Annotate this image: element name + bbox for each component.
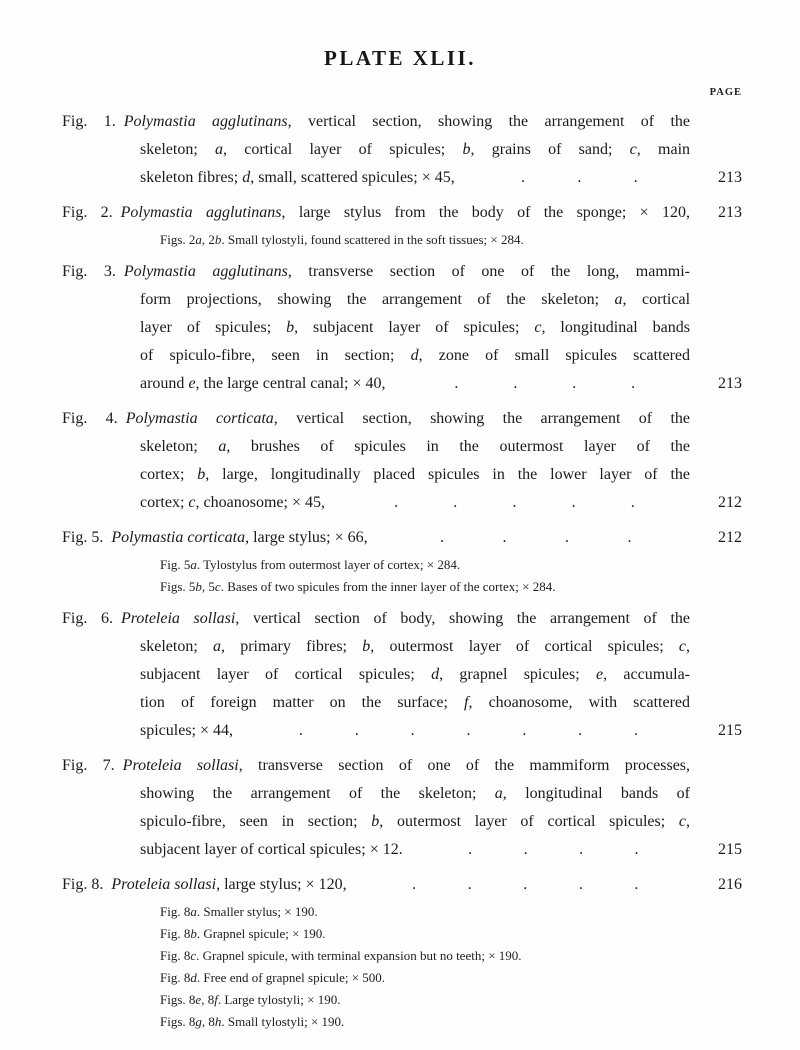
figure-text-line bbox=[62, 633, 690, 661]
dot-leader bbox=[455, 164, 690, 192]
page-column-header: PAGE bbox=[709, 87, 742, 98]
figure-paragraph bbox=[62, 405, 742, 517]
caption-text: , transverse section of one of the mammiform processes, bbox=[238, 757, 691, 774]
caption-text: , accumula- bbox=[603, 666, 691, 683]
caption-text: , main bbox=[636, 141, 691, 158]
caption-text: layer of spicules; bbox=[140, 319, 287, 336]
caption-text: , large stylus from the body of the sponge; × 120, bbox=[281, 204, 690, 221]
caption-text: Figs. 8 bbox=[160, 992, 196, 1007]
species-or-letter-italic: b bbox=[195, 579, 202, 594]
leader-dot: . bbox=[466, 722, 471, 739]
figure-entry bbox=[62, 524, 742, 598]
species-or-letter-italic: c bbox=[190, 948, 197, 963]
species-or-letter-italic: c bbox=[678, 813, 687, 830]
species-or-letter-italic: d bbox=[190, 970, 197, 985]
species-or-letter-italic: h bbox=[214, 1014, 222, 1029]
caption-text: , grains of sand; bbox=[470, 141, 630, 158]
caption-text: , 8 bbox=[201, 992, 215, 1007]
species-or-letter-italic: a bbox=[190, 904, 197, 919]
figure-text-line bbox=[62, 108, 690, 136]
dot-leader bbox=[403, 836, 690, 864]
leader-dot: . bbox=[578, 722, 583, 739]
caption-text: , 2 bbox=[201, 232, 215, 247]
caption-text: Figs. 5 bbox=[160, 579, 196, 594]
subfigure-list bbox=[62, 229, 742, 251]
species-or-letter-italic: Polymastia agglutinans bbox=[120, 204, 282, 221]
species-or-letter-italic: d bbox=[410, 347, 419, 364]
species-or-letter-italic: g bbox=[195, 1014, 202, 1029]
subfigure-line bbox=[160, 989, 742, 1011]
caption-text: . Grapnel spicule; × 190. bbox=[196, 926, 326, 941]
caption-text: , outermost layer of cortical spicules; bbox=[370, 638, 679, 655]
leader-dot: . bbox=[522, 722, 527, 739]
figure-label: Fig. 8. bbox=[62, 876, 104, 893]
subfigure-list bbox=[62, 901, 742, 1033]
species-or-letter-italic: Proteleia sollasi bbox=[111, 876, 217, 893]
leader-dot: . bbox=[440, 529, 445, 546]
figure-text-line bbox=[62, 405, 690, 433]
caption-text: showing the arrangement of the skeleton; bbox=[140, 785, 495, 802]
figure-entry bbox=[62, 605, 742, 745]
subfigure-line bbox=[160, 229, 742, 251]
leader-dot: . bbox=[578, 876, 583, 893]
figure-entry bbox=[62, 405, 742, 517]
leader-dot: . bbox=[453, 494, 458, 511]
species-or-letter-italic: d bbox=[242, 169, 251, 186]
caption-text: Figs. 8 bbox=[160, 1014, 196, 1029]
caption-text: spiculo-fibre, seen in section; bbox=[140, 813, 372, 830]
caption-text: Fig. 8 bbox=[160, 948, 191, 963]
figure-paragraph bbox=[62, 752, 742, 864]
leader-dot: . bbox=[512, 494, 517, 511]
species-or-letter-italic: e bbox=[195, 992, 202, 1007]
species-or-letter-italic: a bbox=[614, 291, 623, 308]
caption-text: around bbox=[140, 375, 189, 392]
figure-text-line bbox=[62, 524, 690, 552]
figure-entry bbox=[62, 871, 742, 1033]
species-or-letter-italic: b bbox=[462, 141, 471, 158]
caption-text: , zone of small spicules scattered bbox=[418, 347, 690, 364]
figure-entry bbox=[62, 108, 742, 192]
caption-text: , small, scattered spicules; × 45, bbox=[250, 169, 455, 186]
leader-dot: . bbox=[627, 529, 632, 546]
figure-text-line bbox=[62, 164, 690, 192]
figure-text-line bbox=[62, 489, 690, 517]
caption-text: , vertical section, showing the arrangement of the bbox=[287, 113, 691, 130]
figure-label: Fig. 3. bbox=[62, 263, 116, 280]
species-or-letter-italic: a bbox=[218, 438, 227, 455]
caption-text: , cortical layer of spicules; bbox=[223, 141, 463, 158]
dot-leader bbox=[233, 717, 690, 745]
caption-text: , large stylus; × 120, bbox=[216, 876, 347, 893]
dot-leader bbox=[325, 489, 690, 517]
caption-text: , outermost layer of cortical spicules; bbox=[379, 813, 679, 830]
species-or-letter-italic: e bbox=[188, 375, 196, 392]
species-or-letter-italic: Polymastia corticata bbox=[125, 410, 274, 427]
leader-dot: . bbox=[634, 876, 639, 893]
subfigure-list bbox=[62, 554, 742, 598]
species-or-letter-italic: c bbox=[534, 319, 542, 336]
figure-paragraph bbox=[62, 524, 742, 552]
caption-text: , grapnel spicules; bbox=[439, 666, 596, 683]
subfigure-line bbox=[160, 967, 742, 989]
caption-text: . Bases of two spicules from the inner layer of the cortex; × 284. bbox=[220, 579, 556, 594]
figure-paragraph bbox=[62, 258, 742, 398]
species-or-letter-italic: Proteleia sollasi bbox=[120, 610, 236, 627]
caption-text: of spiculo-fibre, seen in section; bbox=[140, 347, 411, 364]
leader-dot: . bbox=[571, 494, 576, 511]
figure-entry bbox=[62, 752, 742, 864]
leader-dot: . bbox=[410, 722, 415, 739]
figure-text-line bbox=[62, 780, 690, 808]
caption-text: , large, longitudinally placed spicules in the lower layer of the bbox=[205, 466, 691, 483]
leader-dot: . bbox=[577, 169, 582, 186]
subfigure-line bbox=[160, 554, 742, 576]
figure-paragraph bbox=[62, 605, 742, 745]
species-or-letter-italic: b bbox=[197, 466, 206, 483]
figure-text-line bbox=[62, 433, 690, 461]
caption-text: , 8 bbox=[201, 1014, 215, 1029]
dot-leader bbox=[386, 370, 690, 398]
species-or-letter-italic: b bbox=[190, 926, 197, 941]
leader-dot: . bbox=[565, 529, 570, 546]
figure-text-line bbox=[62, 836, 690, 864]
caption-text: , longitudinal bands bbox=[541, 319, 690, 336]
species-or-letter-italic: a bbox=[494, 785, 503, 802]
caption-text: , transverse section of one of the long, mammi- bbox=[287, 263, 691, 280]
species-or-letter-italic: b bbox=[371, 813, 380, 830]
species-or-letter-italic: c bbox=[629, 141, 637, 158]
caption-text: , cortical bbox=[622, 291, 691, 308]
caption-text: , bbox=[686, 638, 690, 655]
caption-text: Fig. 8 bbox=[160, 926, 191, 941]
leader-dot: . bbox=[298, 722, 303, 739]
figure-paragraph bbox=[62, 199, 742, 227]
dot-leader bbox=[347, 871, 690, 899]
caption-text: Figs. 2 bbox=[160, 232, 196, 247]
page-number-ref: 212 bbox=[718, 529, 742, 546]
caption-text: Fig. 8 bbox=[160, 970, 191, 985]
caption-text: , primary fibres; bbox=[221, 638, 363, 655]
species-or-letter-italic: a bbox=[195, 232, 202, 247]
figure-text-line bbox=[62, 461, 690, 489]
figure-entry bbox=[62, 199, 742, 251]
caption-text: . Tylostylus from outermost layer of cortex; × 284. bbox=[196, 557, 461, 572]
page-number-ref: 216 bbox=[718, 876, 742, 893]
caption-text: , vertical section of body, showing the arrangement of the bbox=[235, 610, 691, 627]
page-number-ref: 213 bbox=[718, 375, 742, 392]
caption-text: , longitudinal bands of bbox=[502, 785, 690, 802]
leader-dot: . bbox=[513, 375, 518, 392]
caption-text: , vertical section, showing the arrangement of the bbox=[273, 410, 691, 427]
figure-entry bbox=[62, 258, 742, 398]
figure-paragraph bbox=[62, 108, 742, 192]
species-or-letter-italic: Polymastia agglutinans bbox=[123, 263, 288, 280]
figure-text-line bbox=[62, 258, 690, 286]
subfigure-line bbox=[160, 901, 742, 923]
leader-dot: . bbox=[523, 841, 528, 858]
subfigure-line bbox=[160, 923, 742, 945]
figure-text-line bbox=[62, 752, 690, 780]
caption-text: , choanosome, with scattered bbox=[468, 694, 690, 711]
leader-dot: . bbox=[634, 841, 639, 858]
leader-dot: . bbox=[630, 494, 635, 511]
caption-text: , brushes of spicules in the outermost layer of the bbox=[226, 438, 691, 455]
leader-dot: . bbox=[502, 529, 507, 546]
leader-dot: . bbox=[468, 841, 473, 858]
page-number-ref: 213 bbox=[718, 169, 742, 186]
caption-text: , the large central canal; × 40, bbox=[195, 375, 386, 392]
leader-dot: . bbox=[523, 876, 528, 893]
leader-dot: . bbox=[394, 494, 399, 511]
caption-text: skeleton; bbox=[140, 438, 219, 455]
figure-label: Fig. 7. bbox=[62, 757, 115, 774]
leader-dot: . bbox=[454, 375, 459, 392]
species-or-letter-italic: a bbox=[190, 557, 197, 572]
figure-text-line bbox=[62, 717, 690, 745]
caption-text: cortex; bbox=[140, 466, 198, 483]
caption-text: , bbox=[686, 813, 691, 830]
caption-text: , choanosome; × 45, bbox=[195, 494, 325, 511]
caption-text: . Grapnel spicule, with terminal expansion but no teeth; × 190. bbox=[196, 948, 522, 963]
caption-text: tion of foreign matter on the surface; bbox=[140, 694, 465, 711]
page-number-ref: 212 bbox=[718, 494, 742, 511]
caption-text: . Small tylostyli; × 190. bbox=[221, 1014, 345, 1029]
caption-text: subjacent layer of cortical spicules; × 12. bbox=[140, 841, 403, 858]
species-or-letter-italic: e bbox=[595, 666, 604, 683]
figure-label: Fig. 5. bbox=[62, 529, 104, 546]
figure-text-line bbox=[62, 661, 690, 689]
caption-text: subjacent layer of cortical spicules; bbox=[140, 666, 432, 683]
species-or-letter-italic: a bbox=[215, 141, 224, 158]
leader-dot: . bbox=[631, 375, 636, 392]
caption-text: spicules; × 44, bbox=[140, 722, 234, 739]
species-or-letter-italic: b bbox=[214, 232, 222, 247]
figure-label: Fig. 1. bbox=[62, 113, 116, 130]
caption-text: , subjacent layer of spicules; bbox=[294, 319, 535, 336]
plate-title: PLATE XLII. bbox=[324, 46, 476, 70]
species-or-letter-italic: c bbox=[188, 494, 196, 511]
caption-text: skeleton; bbox=[140, 638, 213, 655]
species-or-letter-italic: c bbox=[678, 638, 686, 655]
caption-text: form projections, showing the arrangement of the skeleton; bbox=[140, 291, 615, 308]
caption-text: skeleton; bbox=[140, 141, 216, 158]
leader-dot: . bbox=[412, 876, 417, 893]
caption-text: Fig. 5 bbox=[160, 557, 191, 572]
leader-dot: . bbox=[521, 169, 526, 186]
figure-label: Fig. 6. bbox=[62, 610, 113, 627]
page-number-ref: 215 bbox=[718, 722, 742, 739]
species-or-letter-italic: f bbox=[214, 992, 218, 1007]
subfigure-line bbox=[160, 1011, 742, 1033]
figure-paragraph bbox=[62, 871, 742, 899]
page-number-ref: 213 bbox=[718, 204, 742, 221]
page-number-ref: 215 bbox=[718, 841, 742, 858]
species-or-letter-italic: Proteleia sollasi bbox=[122, 757, 239, 774]
species-or-letter-italic: a bbox=[213, 638, 221, 655]
figure-text-line bbox=[62, 605, 690, 633]
subfigure-line bbox=[160, 576, 742, 598]
figure-text-line bbox=[62, 286, 690, 314]
figure-text-line bbox=[62, 808, 690, 836]
dot-leader bbox=[368, 524, 690, 552]
figure-list bbox=[0, 108, 800, 1033]
leader-dot: . bbox=[354, 722, 359, 739]
figure-text-line bbox=[62, 689, 690, 717]
species-or-letter-italic: Polymastia corticata bbox=[111, 529, 246, 546]
caption-text: Fig. 8 bbox=[160, 904, 191, 919]
figure-text-line bbox=[62, 370, 690, 398]
subfigure-line bbox=[160, 945, 742, 967]
leader-dot: . bbox=[467, 876, 472, 893]
species-or-letter-italic: Polymastia agglutinans bbox=[123, 113, 288, 130]
leader-dot: . bbox=[572, 375, 577, 392]
species-or-letter-italic: c bbox=[214, 579, 221, 594]
caption-text: cortex; bbox=[140, 494, 189, 511]
caption-text: , large stylus; × 66, bbox=[245, 529, 368, 546]
figure-text-line bbox=[62, 199, 690, 227]
figure-text-line bbox=[62, 342, 690, 370]
caption-text: . Small tylostyli, found scattered in the soft tissues; × 284. bbox=[221, 232, 524, 247]
caption-text: . Smaller stylus; × 190. bbox=[196, 904, 318, 919]
caption-text: , 5 bbox=[201, 579, 215, 594]
figure-label: Fig. 2. bbox=[62, 204, 113, 221]
figure-label: Fig. 4. bbox=[62, 410, 118, 427]
species-or-letter-italic: d bbox=[431, 666, 440, 683]
figure-text-line bbox=[62, 314, 690, 342]
caption-text: . Free end of grapnel spicule; × 500. bbox=[196, 970, 386, 985]
figure-text-line bbox=[62, 136, 690, 164]
caption-text: skeleton fibres; bbox=[140, 169, 243, 186]
leader-dot: . bbox=[633, 169, 638, 186]
caption-text: . Large tylostyli; × 190. bbox=[217, 992, 341, 1007]
leader-dot: . bbox=[579, 841, 584, 858]
species-or-letter-italic: b bbox=[362, 638, 371, 655]
figure-text-line bbox=[62, 871, 690, 899]
species-or-letter-italic: f bbox=[464, 694, 469, 711]
species-or-letter-italic: b bbox=[286, 319, 295, 336]
leader-dot: . bbox=[634, 722, 639, 739]
